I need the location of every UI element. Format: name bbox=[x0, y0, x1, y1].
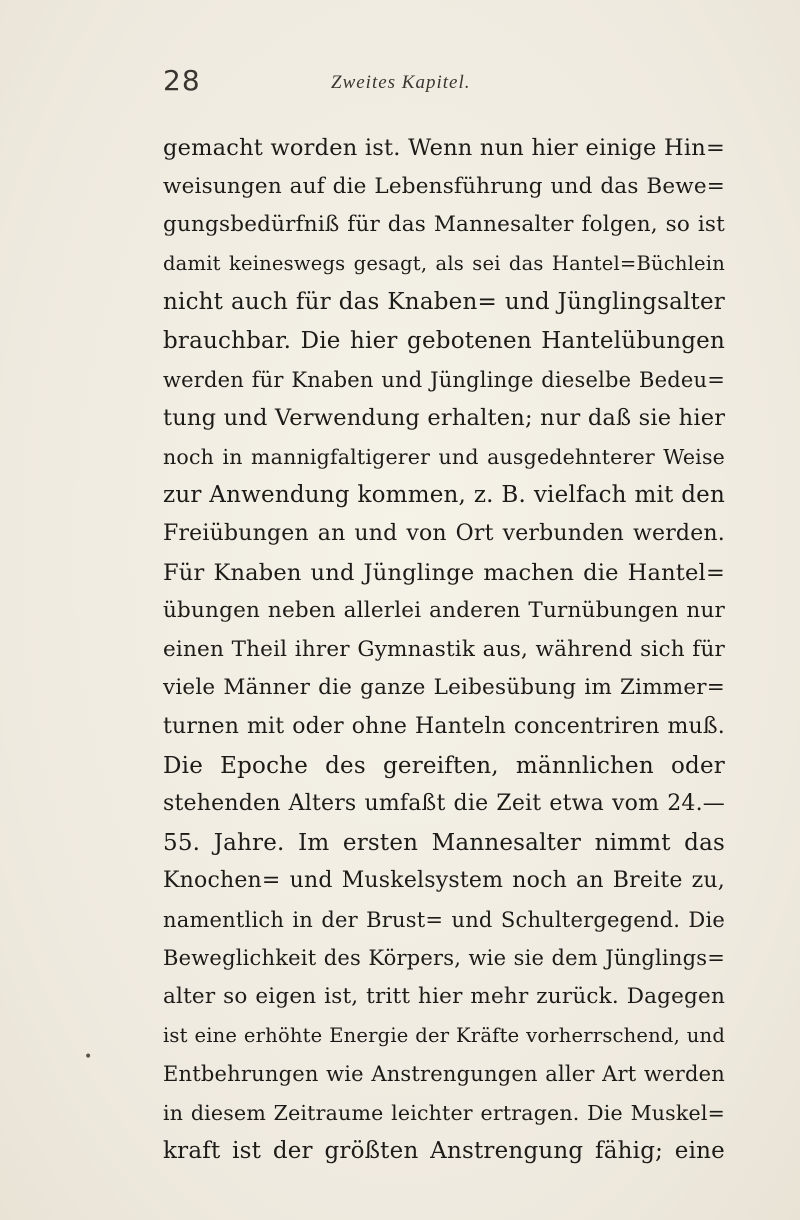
text-line: gungsbedürfniß für das Mannesalter folgen, so ist bbox=[163, 212, 725, 238]
running-head: Zweites Kapitel. bbox=[331, 72, 471, 93]
text-line: einen Theil ihrer Gymnastik aus, während sich für bbox=[163, 636, 725, 662]
page-header bbox=[163, 64, 723, 104]
text-line: in diesem Zeitraume leichter ertragen. Die Muskel= bbox=[163, 1100, 725, 1125]
text-line: Beweglichkeit des Körpers, wie sie dem Jünglings= bbox=[163, 946, 725, 971]
text-line: brauchbar. Die hier gebotenen Hantelübungen bbox=[163, 327, 725, 354]
margin-mark: • bbox=[84, 1049, 93, 1065]
text-line: werden für Knaben und Jünglinge dieselbe Bedeu= bbox=[163, 367, 725, 392]
text-line: stehenden Alters umfaßt die Zeit etwa vom 24.— bbox=[163, 791, 725, 817]
text-line: turnen mit oder ohne Hanteln concentriren muß. bbox=[163, 713, 725, 739]
text-line: übungen neben allerlei anderen Turnübungen nur bbox=[163, 598, 725, 624]
text-line: ist eine erhöhte Energie der Kräfte vorherrschend, und bbox=[163, 1023, 725, 1047]
text-line: Die Epoche des gereiften, männlichen oder bbox=[163, 752, 725, 779]
page-number: 28 bbox=[163, 64, 201, 97]
text-line: Freiübungen an und von Ort verbunden werden. bbox=[163, 520, 725, 546]
text-line: Für Knaben und Jünglinge machen die Hantel= bbox=[163, 559, 725, 586]
text-line: tung und Verwendung erhalten; nur daß sie hier bbox=[163, 405, 726, 432]
text-line: Knochen= und Muskelsystem noch an Breite zu, bbox=[163, 868, 725, 894]
text-line: gemacht worden ist. Wenn nun hier einige Hin= bbox=[163, 135, 725, 161]
text-line: weisungen auf die Lebensführung und das Bewe= bbox=[163, 173, 725, 199]
body-text bbox=[163, 129, 725, 1171]
text-line: zur Anwendung kommen, z. B. vielfach mit den bbox=[163, 482, 725, 509]
text-line: noch in mannigfaltigerer und ausgedehnterer Weise bbox=[163, 444, 725, 469]
text-line: namentlich in der Brust= und Schultergegend. Die bbox=[163, 907, 725, 932]
text-line: 55. Jahre. Im ersten Mannesalter nimmt das bbox=[163, 829, 725, 856]
text-line: Entbehrungen wie Anstrengungen aller Art werden bbox=[163, 1062, 725, 1087]
text-line: kraft ist der größten Anstrengung fähig; eine bbox=[163, 1138, 725, 1165]
text-line: damit keineswegs gesagt, als sei das Hantel=Büchlein bbox=[163, 251, 725, 275]
text-line: alter so eigen ist, tritt hier mehr zurück. Dagegen bbox=[163, 984, 725, 1010]
text-line: nicht auch für das Knaben= und Jünglingsalter bbox=[163, 289, 725, 316]
text-line: viele Männer die ganze Leibesübung im Zimmer= bbox=[163, 675, 725, 701]
